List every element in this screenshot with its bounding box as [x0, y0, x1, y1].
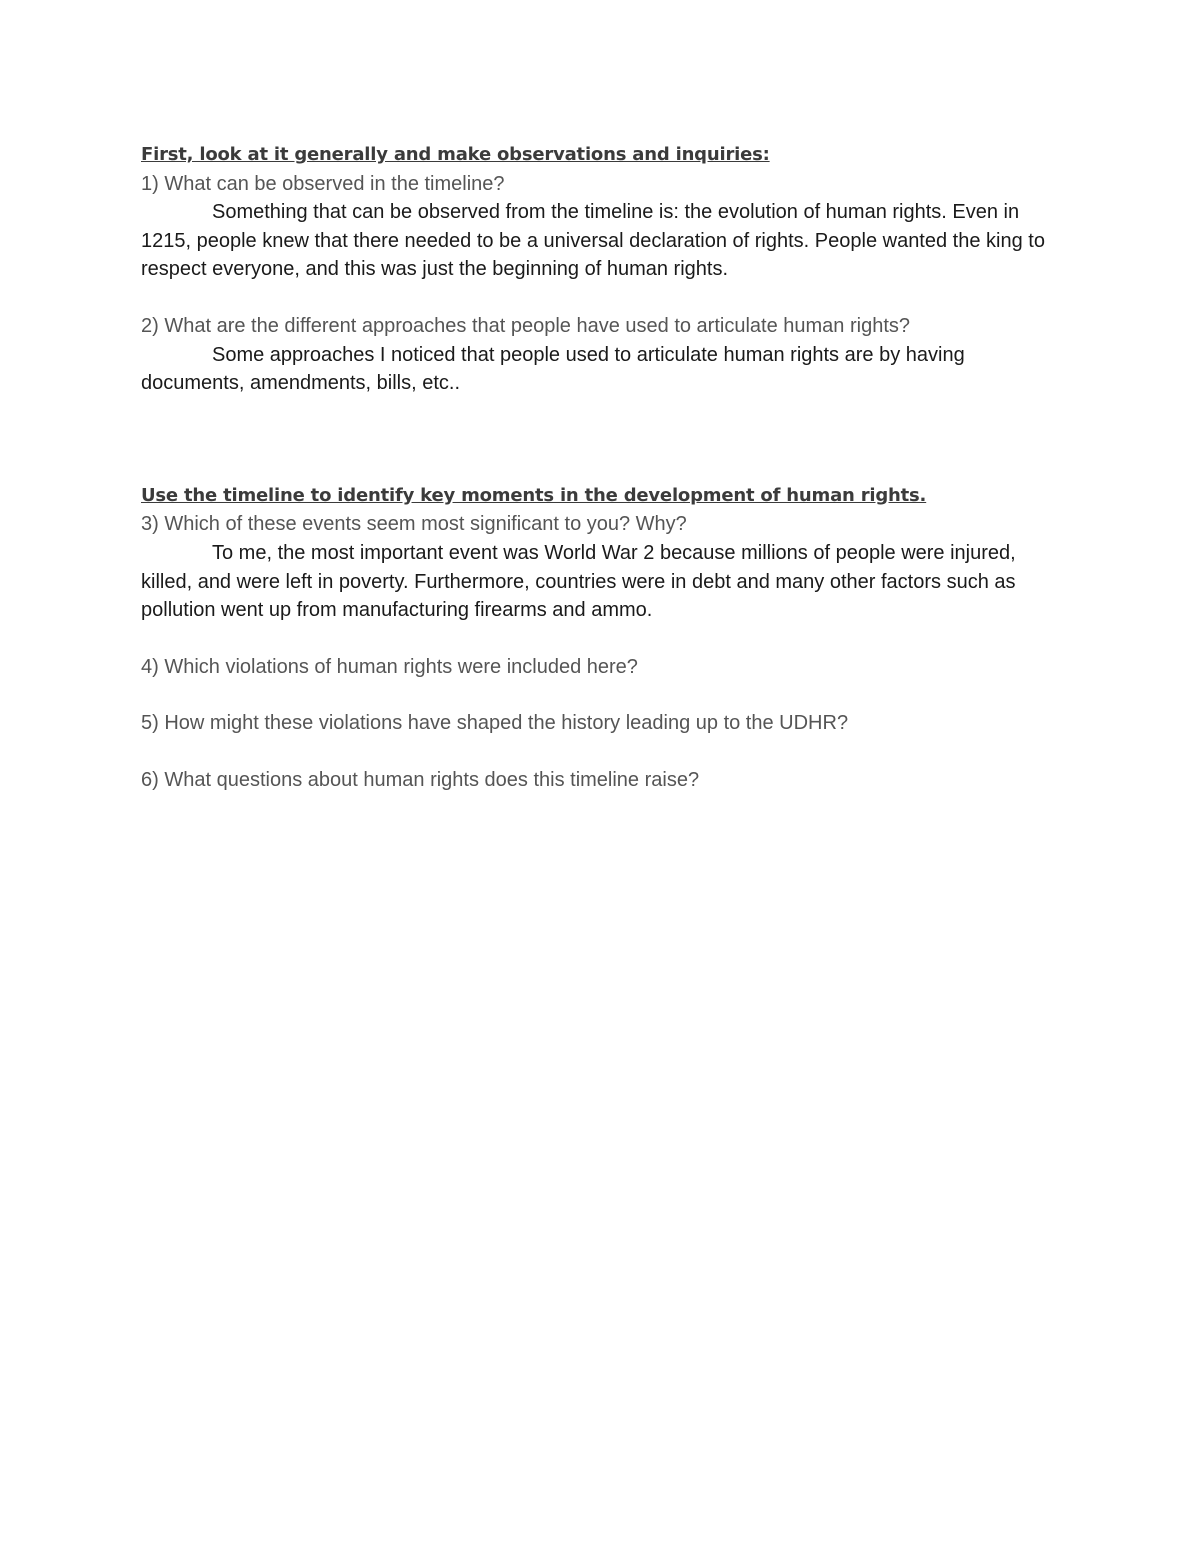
section-spacer — [141, 398, 1061, 482]
section-heading-key-moments: Use the timeline to identify key moments in the development of human rights. — [141, 484, 927, 506]
paragraph-spacer — [141, 681, 1061, 709]
question-1: 1) What can be observed in the timeline? — [141, 172, 505, 195]
paragraph-spacer — [141, 284, 1061, 312]
question-6: 6) What questions about human rights does this timeline raise? — [141, 768, 700, 791]
paragraph-spacer — [141, 738, 1061, 766]
paragraph-spacer — [141, 625, 1061, 653]
question-2: 2) What are the different approaches that people have used to articulate human rights? — [141, 314, 911, 337]
answer-3: To me, the most important event was World War 2 because millions of people were injured, killed, and were left in poverty. Furthermore, countries were in debt and many other factors such as pollution went up from manufacturing firearms and ammo. — [141, 541, 1016, 622]
answer-2: Some approaches I noticed that people used to articulate human rights are by having documents, amendments, bills, etc.. — [141, 343, 965, 395]
question-4: 4) Which violations of human rights were included here? — [141, 655, 638, 678]
question-3: 3) Which of these events seem most significant to you? Why? — [141, 513, 687, 536]
answer-1: Something that can be observed from the timeline is: the evolution of human rights. Even in 1215, people knew that there needed to be a universal declaration of rights. People wanted the king to respect everyone, and this was just the beginning of human rights. — [141, 201, 1045, 281]
section-heading-observations: First, look at it generally and make observations and inquiries: — [141, 144, 770, 165]
document-body — [141, 141, 1061, 795]
question-5: 5) How might these violations have shaped the history leading up to the UDHR? — [141, 712, 849, 735]
